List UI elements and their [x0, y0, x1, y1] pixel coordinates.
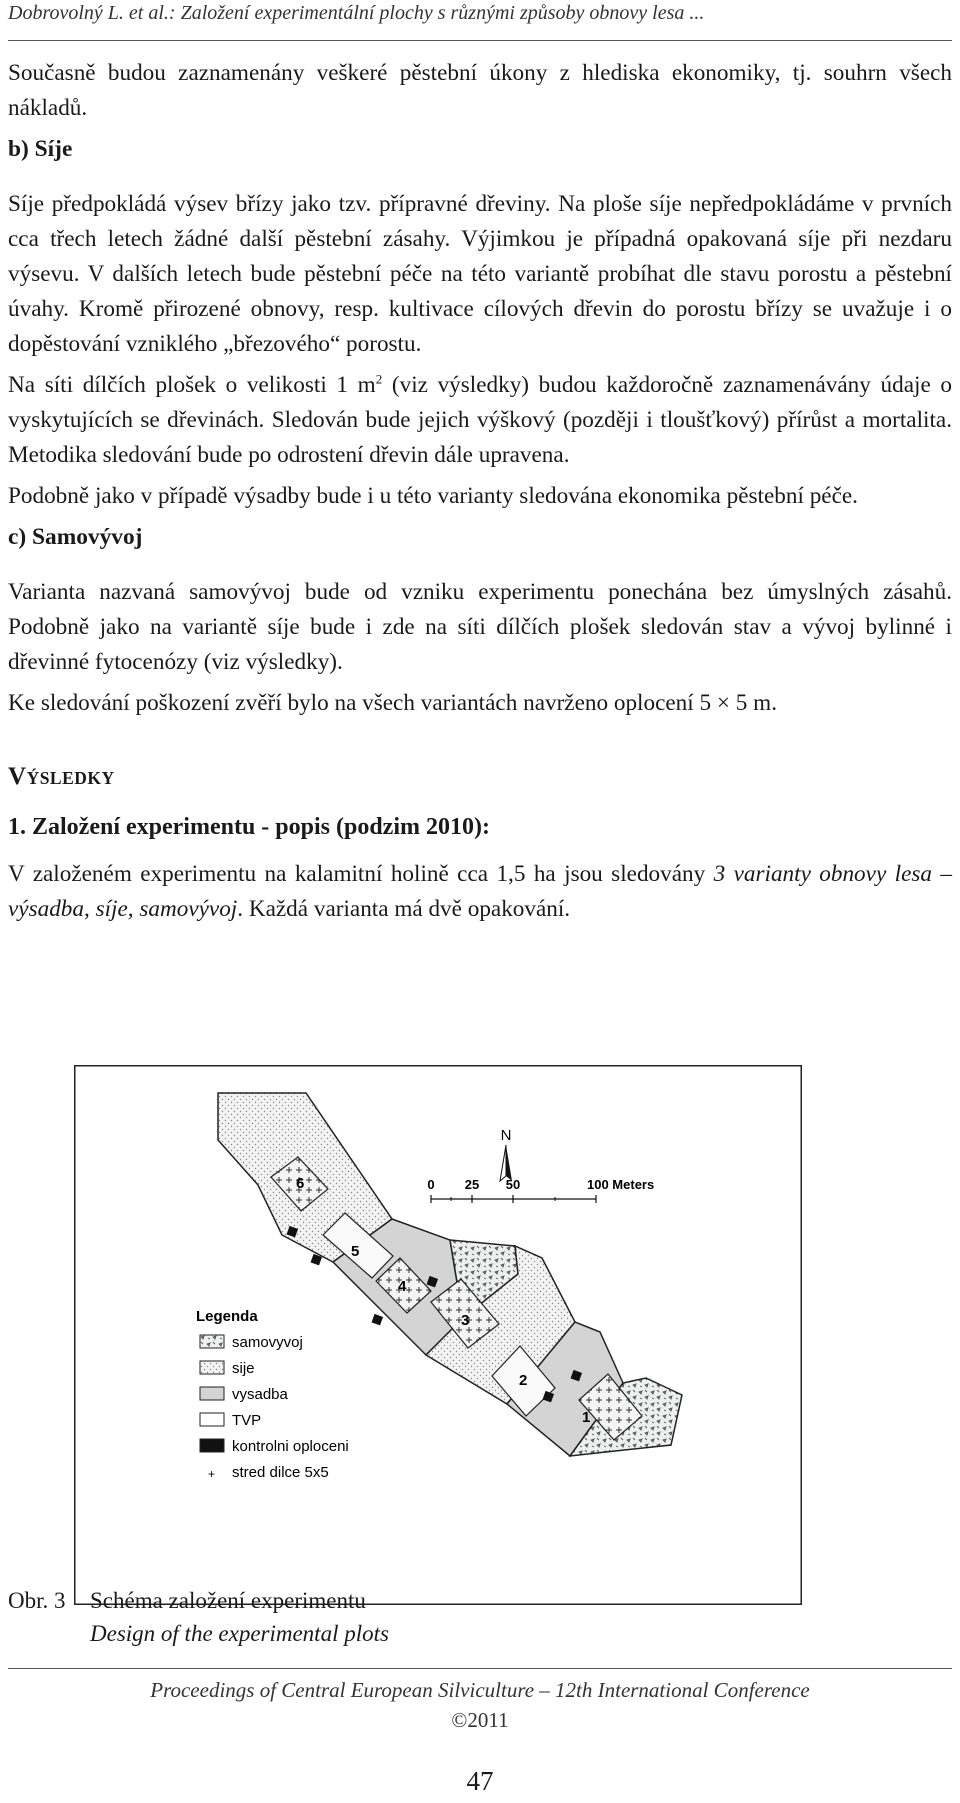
figure-caption	[8, 1584, 389, 1650]
heading-b-sije: b) Síje	[8, 136, 73, 162]
plot-number-1: 1	[582, 1409, 591, 1426]
plot-number-5: 5	[351, 1243, 360, 1260]
subheading-zalozeni: 1. Založení experimentu - popis (podzim 2010):	[8, 814, 490, 840]
legend-item-vysadba: vysadba	[232, 1386, 288, 1403]
paragraph-3-end: (viz výsledky) budou každoročně zaznamenávány údaje o vyskytujících se dřevinách. Sledován bude jejich výškový (později i tloušťkový) přírůst a mortalita. Metodika sledování bude po odrostení dřevin dále upravena.	[8, 372, 952, 468]
footer	[8, 1675, 952, 1735]
legend-title: Legenda	[196, 1308, 258, 1325]
paragraph-7-italic: 3 varianty obnovy lesa – výsadba, síje, samovývoj	[8, 861, 952, 922]
running-title: Dobrovolný L. et al.: Založení experimentální plochy s různými způsoby obnovy lesa ...	[8, 2, 705, 24]
scale-label-25: 25	[464, 1177, 480, 1192]
paragraph-5: Varianta nazvaná samovývoj bude od vzniku experimentu ponechána bez úmyslných zásahů. Podobně jako na variantě síje bude i zde na síti dílčích plošek sledován stav a vývoj bylinné i dřevinné fytocenózy (viz výsledky).	[8, 579, 952, 675]
legend-item-sije: sije	[232, 1360, 255, 1377]
scale-label-0: 0	[427, 1177, 435, 1192]
scale-label-100: 100 Meters	[587, 1177, 655, 1192]
plot-number-6: 6	[296, 1175, 305, 1192]
body-text	[8, 56, 952, 933]
paragraph-1: Současně budou zaznamenány veškeré pěstební úkony z hlediska ekonomiky, tj. souhrn všech nákladů.	[8, 60, 952, 121]
north-label: N	[500, 1127, 512, 1144]
paragraph-7: V založeném experimentu na kalamitní holině cca 1,5 ha jsou sledovány 3 varianty obnovy lesa – výsadba, síje, samovývoj. Každá varianta má dvě opakování.	[8, 861, 952, 922]
legend-plus-icon: +	[208, 1467, 216, 1481]
footer-rule	[8, 1668, 952, 1669]
legend-swatch-kontrolni	[200, 1439, 224, 1452]
superscript-2: 2	[375, 371, 383, 387]
legend-item-tvp: TVP	[232, 1412, 262, 1429]
plot-number-4: 4	[398, 1278, 407, 1295]
legend-item-kontrolni: kontrolni oploceni	[232, 1438, 349, 1455]
legend-item-samovyvoj: samovyvoj	[232, 1334, 303, 1351]
plot-number-2: 2	[519, 1372, 528, 1389]
legend-swatch-samovyvoj	[200, 1335, 224, 1348]
paragraph-6: Ke sledování poškození zvěří bylo na všech variantách navrženo oplocení 5 × 5 m.	[8, 690, 777, 716]
experiment-map-figure	[74, 1065, 802, 1605]
paragraph-2: Síje předpokládá výsev břízy jako tzv. přípravné dřeviny. Na ploše síje nepředpokládáme v prvních cca třech letech žádné další pěstební zásahy. Výjimkou je případná opakovaná síje při nezdaru výsevu. V dalších letech bude pěstební péče na této variantě probíhat dle stavu porostu a pěstební úvahy. Kromě přirozené obnovy, resp. kultivace cílových dřevin do porostu břízy se uvažuje i o dopěstování vzniklého „březového“ porostu.	[8, 191, 952, 357]
heading-c-samovyvoj: c) Samovývoj	[8, 524, 143, 550]
caption-label: Obr. 3	[8, 1588, 66, 1613]
scale-label-50: 50	[505, 1177, 521, 1192]
legend-swatch-tvp	[200, 1413, 224, 1426]
paragraph-3-start: Na síti dílčích plošek o velikosti 1 m	[8, 372, 376, 398]
footer-conference: Proceedings of Central European Silviculture – 12th International Conference	[150, 1678, 810, 1702]
caption-cz: Schéma založení experimentu	[90, 1588, 366, 1613]
plot-number-3: 3	[461, 1312, 470, 1329]
paragraph-4: Podobně jako v případě výsadby bude i u této varianty sledována ekonomika pěstební péče.	[8, 483, 858, 509]
paragraph-3	[8, 368, 952, 473]
legend-swatch-sije	[200, 1361, 224, 1374]
section-heading-vysledky: VÝSLEDKY	[8, 763, 115, 790]
header-rule	[8, 40, 952, 41]
legend-item-stred: stred dilce 5x5	[232, 1464, 329, 1481]
caption-en: Design of the experimental plots	[90, 1621, 389, 1646]
legend-swatch-vysadba	[200, 1387, 224, 1400]
page-number: 47	[466, 1766, 494, 1796]
footer-copyright: ©2011	[451, 1708, 509, 1732]
caption-cz-line	[8, 1584, 389, 1617]
